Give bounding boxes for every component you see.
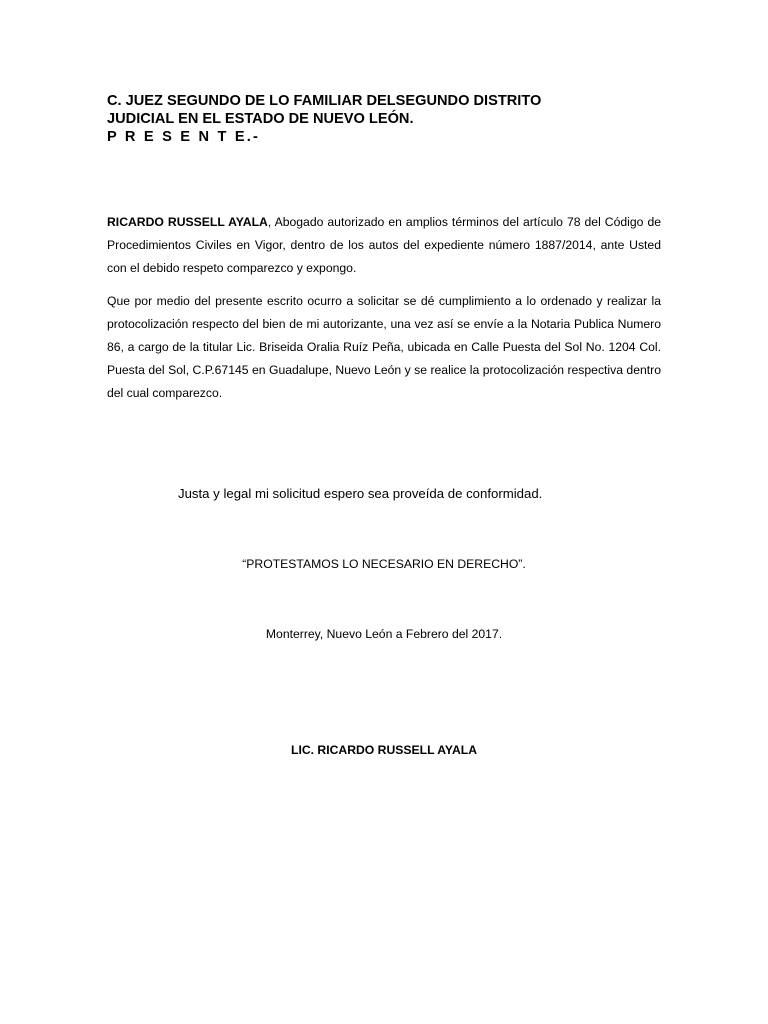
addressee-line-1: C. JUEZ SEGUNDO DE LO FAMILIAR DELSEGUNDO DISTRITO [107, 93, 542, 109]
signature-name: LIC. RICARDO RUSSELL AYALA [291, 743, 477, 757]
presente-line: P R E S E N T E.- [107, 129, 261, 145]
place-and-date: Monterrey, Nuevo León a Febrero del 2017. [265, 627, 503, 641]
addressee-line-2: JUDICIAL EN EL ESTADO DE NUEVO LEÓN. [107, 111, 414, 127]
protest-statement: “PROTESTAMOS LO NECESARIO EN DERECHO”. [242, 557, 526, 571]
closing-request: Justa y legal mi solicitud espero sea proveída de conformidad. [178, 486, 543, 501]
request-paragraph: Que por medio del presente escrito ocurro a solicitar se dé cumplimiento a lo ordenado y realizar la protocolización respecto del bien de mi autorizante, una vez así se envíe a la Notaria Publica Numero 86, a cargo de la titular Lic. Briseida Oralia Ruíz Peña, ubicada en Calle Puesta del Sol No. 1204 Col. Puesta del Sol, C.P.67145 en Guadalupe, Nuevo León y se realice la protocolización respectiva dentro del cual comparezco. [107, 294, 661, 400]
intro-paragraph [107, 211, 661, 280]
petitioner-name: RICARDO RUSSELL AYALA [107, 215, 268, 229]
addressee-heading [107, 92, 667, 146]
intro-paragraph-text: , Abogado autorizado en amplios términos del artículo 78 del Código de Procedimientos Civiles en Vigor, dentro de los autos del expediente número 1887/2014, ante Usted con el debido respeto comparezco y expongo. [107, 215, 661, 275]
